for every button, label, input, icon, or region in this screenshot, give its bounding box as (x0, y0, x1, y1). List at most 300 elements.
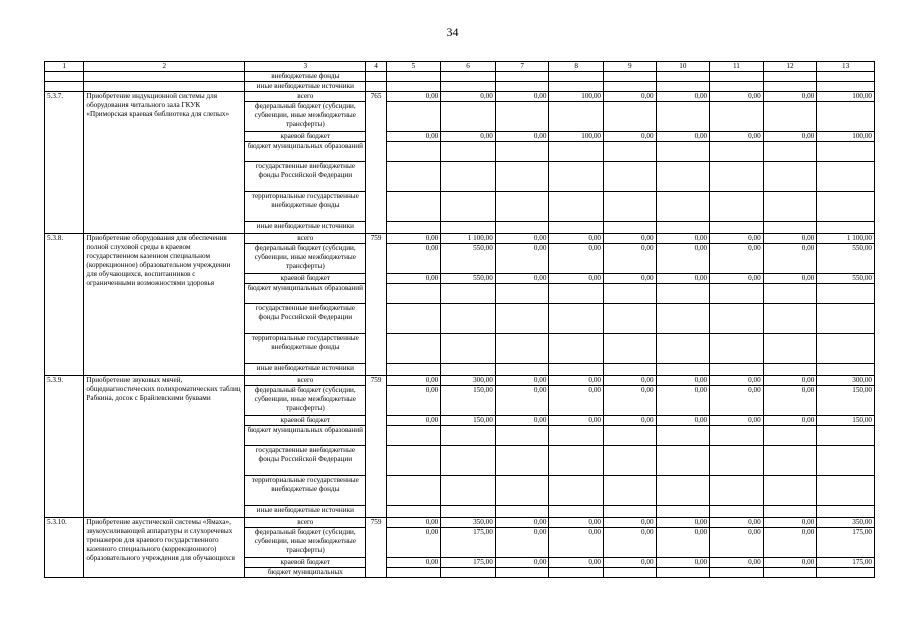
cell-value (604, 476, 657, 506)
cell-value (441, 506, 496, 518)
cell-value: 0,00 (763, 132, 817, 142)
cell-value (763, 82, 817, 92)
table-row (45, 72, 875, 82)
cell-value: 0,00 (710, 416, 764, 426)
cell-value: 0,00 (495, 234, 549, 244)
cell-value: 0,00 (604, 518, 657, 528)
cell-value (817, 222, 875, 234)
cell-value: 0,00 (549, 416, 604, 426)
cell-value: 0,00 (495, 386, 549, 416)
cell-value (710, 222, 764, 234)
cell-code (45, 82, 84, 92)
cell-value (495, 506, 549, 518)
cell-value (763, 426, 817, 446)
cell-value: 0,00 (710, 376, 764, 386)
cell-value: 550,00 (441, 244, 496, 274)
cell-value: 0,00 (656, 132, 710, 142)
cell-value: 0,00 (386, 558, 441, 568)
cell-value: 0,00 (495, 376, 549, 386)
cell-value (710, 142, 764, 162)
cell-value (763, 284, 817, 304)
cell-source: территориальные государственные внебюджетные фонды (245, 334, 366, 364)
cell-value (763, 476, 817, 506)
cell-number: 759 (366, 376, 386, 518)
table-row (45, 234, 875, 244)
cell-value (495, 304, 549, 334)
column-header: 4 (366, 62, 386, 72)
cell-code: 5.3.8. (45, 234, 84, 376)
cell-value (763, 222, 817, 234)
cell-value (386, 426, 441, 446)
cell-value: 0,00 (549, 244, 604, 274)
cell-value: 0,00 (386, 386, 441, 416)
cell-value (386, 82, 441, 92)
cell-value: 0,00 (710, 274, 764, 284)
cell-source: краевой бюджет (245, 132, 366, 142)
column-header: 6 (441, 62, 496, 72)
cell-value: 0,00 (386, 376, 441, 386)
cell-value (386, 568, 441, 578)
cell-value (441, 142, 496, 162)
cell-value (817, 568, 875, 578)
cell-value (495, 568, 549, 578)
column-header: 5 (386, 62, 441, 72)
cell-value (604, 142, 657, 162)
cell-value (763, 334, 817, 364)
cell-value (656, 102, 710, 132)
cell-value (549, 82, 604, 92)
table-row (45, 518, 875, 528)
cell-value (817, 142, 875, 162)
cell-value (763, 162, 817, 192)
cell-value: 0,00 (763, 518, 817, 528)
cell-value: 0,00 (656, 558, 710, 568)
cell-value: 0,00 (441, 92, 496, 102)
cell-value (656, 72, 710, 82)
cell-value: 0,00 (604, 558, 657, 568)
cell-number: 759 (366, 234, 386, 376)
cell-value: 0,00 (763, 274, 817, 284)
cell-value: 0,00 (656, 376, 710, 386)
cell-value: 100,00 (817, 132, 875, 142)
cell-value: 0,00 (604, 386, 657, 416)
cell-value: 1 100,00 (441, 234, 496, 244)
cell-value (441, 568, 496, 578)
cell-value (549, 476, 604, 506)
cell-source: территориальные государственные внебюджетные фонды (245, 476, 366, 506)
cell-value (495, 364, 549, 376)
cell-value (495, 102, 549, 132)
cell-value: 0,00 (656, 386, 710, 416)
cell-value (763, 72, 817, 82)
cell-value: 0,00 (386, 274, 441, 284)
cell-value (441, 334, 496, 364)
cell-value (386, 284, 441, 304)
cell-value (763, 304, 817, 334)
cell-value: 0,00 (495, 416, 549, 426)
cell-value (817, 506, 875, 518)
cell-value: 0,00 (386, 92, 441, 102)
cell-name: Приобретение звуковых мячей, общедиагностических полихроматических таблиц Рабкина, досок с Брайлевскими буквами (84, 376, 245, 518)
cell-value: 550,00 (441, 274, 496, 284)
column-header: 1 (45, 62, 84, 72)
cell-value (656, 304, 710, 334)
cell-value: 0,00 (495, 518, 549, 528)
cell-value (763, 568, 817, 578)
cell-value (817, 102, 875, 132)
cell-value (549, 334, 604, 364)
cell-value: 0,00 (763, 386, 817, 416)
cell-source: бюджет муниципальных образований (245, 284, 366, 304)
cell-value: 175,00 (817, 558, 875, 568)
cell-source: иные внебюджетные источники (245, 506, 366, 518)
cell-value (604, 162, 657, 192)
cell-value (604, 334, 657, 364)
cell-value: 0,00 (386, 244, 441, 274)
cell-value (495, 72, 549, 82)
cell-value: 0,00 (710, 234, 764, 244)
cell-value (495, 426, 549, 446)
cell-value (763, 506, 817, 518)
cell-value: 0,00 (604, 274, 657, 284)
cell-value (817, 284, 875, 304)
cell-value (549, 72, 604, 82)
column-header: 2 (84, 62, 245, 72)
cell-code: 5.3.9. (45, 376, 84, 518)
cell-value (710, 284, 764, 304)
cell-name: Приобретение акустической системы «Ямаха», звукоусиливающей аппаратуры и слухоречевых тренажеров для краевого государственного казенного специального (коррекционного) образовательного учреждения для обучающихся (84, 518, 245, 578)
cell-value: 0,00 (386, 132, 441, 142)
cell-value (549, 284, 604, 304)
cell-number (366, 72, 386, 82)
cell-value (656, 426, 710, 446)
cell-value (386, 222, 441, 234)
cell-value: 0,00 (495, 528, 549, 558)
cell-value: 150,00 (817, 416, 875, 426)
column-header: 12 (763, 62, 817, 72)
cell-name (84, 82, 245, 92)
cell-value: 300,00 (441, 376, 496, 386)
cell-value (656, 568, 710, 578)
column-header: 8 (549, 62, 604, 72)
cell-value (710, 102, 764, 132)
cell-value: 0,00 (710, 132, 764, 142)
cell-value (604, 364, 657, 376)
cell-value (710, 82, 764, 92)
cell-value (656, 192, 710, 222)
cell-value (386, 476, 441, 506)
cell-source: государственные внебюджетные фонды Российской Федерации (245, 446, 366, 476)
cell-value (549, 364, 604, 376)
cell-value: 0,00 (763, 92, 817, 102)
cell-value (495, 476, 549, 506)
column-header: 10 (656, 62, 710, 72)
cell-value (817, 446, 875, 476)
cell-value (817, 192, 875, 222)
cell-value (656, 162, 710, 192)
cell-value (495, 142, 549, 162)
cell-value (763, 446, 817, 476)
cell-value: 0,00 (604, 132, 657, 142)
cell-value: 0,00 (656, 244, 710, 274)
cell-value: 0,00 (763, 558, 817, 568)
cell-value: 0,00 (604, 376, 657, 386)
cell-value (604, 426, 657, 446)
cell-value (441, 304, 496, 334)
cell-value: 0,00 (549, 234, 604, 244)
cell-value: 0,00 (604, 244, 657, 274)
cell-value: 175,00 (441, 528, 496, 558)
cell-value: 0,00 (763, 234, 817, 244)
cell-source: бюджет муниципальных (245, 568, 366, 578)
cell-source: краевой бюджет (245, 558, 366, 568)
cell-value (817, 364, 875, 376)
cell-source: краевой бюджет (245, 274, 366, 284)
cell-value: 0,00 (549, 274, 604, 284)
cell-name (84, 72, 245, 82)
cell-value: 0,00 (495, 274, 549, 284)
page-number: 34 (446, 25, 459, 39)
cell-value: 0,00 (549, 558, 604, 568)
cell-value (386, 102, 441, 132)
cell-value (549, 102, 604, 132)
cell-code: 5.3.7. (45, 92, 84, 234)
cell-value: 300,00 (817, 376, 875, 386)
cell-value (441, 82, 496, 92)
table-row (45, 82, 875, 92)
cell-value (441, 364, 496, 376)
cell-source: государственные внебюджетные фонды Российской Федерации (245, 304, 366, 334)
cell-value (604, 192, 657, 222)
cell-value: 350,00 (441, 518, 496, 528)
cell-value (386, 304, 441, 334)
budget-table (44, 61, 875, 578)
cell-value: 0,00 (656, 528, 710, 558)
cell-value (386, 72, 441, 82)
cell-value: 0,00 (604, 234, 657, 244)
cell-value (549, 162, 604, 192)
cell-value: 1 100,00 (817, 234, 875, 244)
cell-value: 0,00 (495, 132, 549, 142)
cell-value (656, 284, 710, 304)
cell-value (710, 304, 764, 334)
cell-source: всего (245, 92, 366, 102)
cell-value: 0,00 (763, 528, 817, 558)
cell-source: федеральный бюджет (субсидии, субвенции, иные межбюджетные трансферты) (245, 386, 366, 416)
cell-value (495, 192, 549, 222)
cell-value (656, 82, 710, 92)
cell-value (386, 142, 441, 162)
cell-source: всего (245, 518, 366, 528)
column-header: 9 (604, 62, 657, 72)
cell-value (386, 446, 441, 476)
cell-value: 175,00 (441, 558, 496, 568)
cell-value: 550,00 (817, 244, 875, 274)
cell-value (549, 506, 604, 518)
cell-value (441, 102, 496, 132)
cell-value: 0,00 (386, 416, 441, 426)
cell-value: 0,00 (549, 376, 604, 386)
cell-value (549, 568, 604, 578)
cell-value (386, 162, 441, 192)
cell-value: 0,00 (604, 92, 657, 102)
cell-value: 0,00 (549, 386, 604, 416)
cell-value: 0,00 (386, 518, 441, 528)
cell-value: 0,00 (604, 528, 657, 558)
cell-source: иные внебюджетные источники (245, 82, 366, 92)
cell-value: 0,00 (656, 234, 710, 244)
cell-source: всего (245, 376, 366, 386)
cell-value: 100,00 (549, 92, 604, 102)
cell-value (386, 506, 441, 518)
cell-name: Приобретение оборудования для обеспечения полной слуховой среды в краевом государственном казенном специальном (коррекционное) образовательном учреждении для обучающихся, воспитанников с ограниченными возможностями здоровья (84, 234, 245, 376)
cell-value (495, 284, 549, 304)
cell-value (763, 364, 817, 376)
cell-source: федеральный бюджет (субсидии, субвенции, иные межбюджетные трансферты) (245, 244, 366, 274)
cell-number (366, 82, 386, 92)
cell-value: 175,00 (817, 528, 875, 558)
cell-value (495, 222, 549, 234)
cell-value (495, 162, 549, 192)
cell-value: 0,00 (495, 92, 549, 102)
cell-value (549, 446, 604, 476)
cell-value (386, 192, 441, 222)
cell-value: 0,00 (441, 132, 496, 142)
cell-value (710, 446, 764, 476)
cell-value: 0,00 (710, 558, 764, 568)
cell-value (549, 192, 604, 222)
cell-value: 0,00 (549, 528, 604, 558)
cell-value: 0,00 (656, 274, 710, 284)
cell-value: 0,00 (710, 386, 764, 416)
cell-source: всего (245, 234, 366, 244)
cell-source: бюджет муниципальных образований (245, 142, 366, 162)
cell-value (710, 162, 764, 192)
column-header: 11 (710, 62, 764, 72)
cell-source: федеральный бюджет (субсидии, субвенции, иные межбюджетные трансферты) (245, 102, 366, 132)
cell-value (817, 72, 875, 82)
column-header: 13 (817, 62, 875, 72)
cell-value (549, 142, 604, 162)
cell-code (45, 72, 84, 82)
cell-value (710, 334, 764, 364)
cell-value (441, 426, 496, 446)
cell-source: иные внебюджетные источники (245, 222, 366, 234)
cell-value: 150,00 (441, 416, 496, 426)
cell-value (656, 446, 710, 476)
cell-value (604, 82, 657, 92)
cell-value (549, 426, 604, 446)
cell-value: 0,00 (710, 518, 764, 528)
cell-value (495, 334, 549, 364)
cell-value (817, 162, 875, 192)
cell-value (710, 72, 764, 82)
cell-value: 150,00 (817, 386, 875, 416)
cell-value (763, 142, 817, 162)
cell-value: 0,00 (495, 244, 549, 274)
cell-value (763, 192, 817, 222)
cell-code: 5.3.10. (45, 518, 84, 578)
cell-value (549, 222, 604, 234)
cell-value (710, 364, 764, 376)
cell-value: 0,00 (386, 528, 441, 558)
cell-value: 0,00 (763, 376, 817, 386)
cell-value: 0,00 (763, 244, 817, 274)
cell-value: 100,00 (549, 132, 604, 142)
cell-value (817, 82, 875, 92)
cell-value (656, 334, 710, 364)
cell-value (604, 506, 657, 518)
cell-value (441, 162, 496, 192)
cell-source: иные внебюджетные источники (245, 364, 366, 376)
cell-value: 0,00 (604, 416, 657, 426)
cell-value: 0,00 (763, 416, 817, 426)
cell-value: 550,00 (817, 274, 875, 284)
cell-value: 0,00 (656, 92, 710, 102)
cell-value (604, 222, 657, 234)
cell-value (441, 446, 496, 476)
cell-value (604, 102, 657, 132)
cell-value (495, 446, 549, 476)
column-header: 3 (245, 62, 366, 72)
cell-value (604, 284, 657, 304)
cell-value (656, 222, 710, 234)
column-header: 7 (495, 62, 549, 72)
cell-value: 0,00 (549, 518, 604, 528)
table-header (45, 62, 875, 72)
cell-value: 0,00 (710, 244, 764, 274)
table-row (45, 92, 875, 102)
cell-value: 100,00 (817, 92, 875, 102)
cell-source: краевой бюджет (245, 416, 366, 426)
cell-value (817, 476, 875, 506)
cell-value (817, 334, 875, 364)
cell-value: 0,00 (710, 92, 764, 102)
cell-source: федеральный бюджет (субсидии, субвенции, иные межбюджетные трансферты) (245, 528, 366, 558)
cell-value (549, 304, 604, 334)
cell-value (495, 82, 549, 92)
cell-value (656, 476, 710, 506)
cell-value (604, 446, 657, 476)
cell-value (604, 304, 657, 334)
cell-value (763, 102, 817, 132)
table-body (45, 72, 875, 578)
cell-value (710, 426, 764, 446)
cell-value (604, 72, 657, 82)
cell-source: внебюджетные фонды (245, 72, 366, 82)
cell-value (604, 568, 657, 578)
cell-value (656, 506, 710, 518)
cell-value (710, 506, 764, 518)
cell-value (441, 476, 496, 506)
cell-value: 0,00 (386, 234, 441, 244)
table-row (45, 376, 875, 386)
cell-number: 765 (366, 92, 386, 234)
cell-value (656, 364, 710, 376)
cell-value: 150,00 (441, 386, 496, 416)
cell-value: 0,00 (710, 528, 764, 558)
cell-value: 0,00 (656, 518, 710, 528)
cell-value: 0,00 (495, 558, 549, 568)
cell-source: государственные внебюджетные фонды Российской Федерации (245, 162, 366, 192)
cell-value (710, 568, 764, 578)
cell-source: территориальные государственные внебюджетные фонды (245, 192, 366, 222)
cell-value (441, 222, 496, 234)
cell-value (710, 192, 764, 222)
cell-value (817, 304, 875, 334)
cell-source: бюджет муниципальных образований (245, 426, 366, 446)
cell-value (386, 364, 441, 376)
